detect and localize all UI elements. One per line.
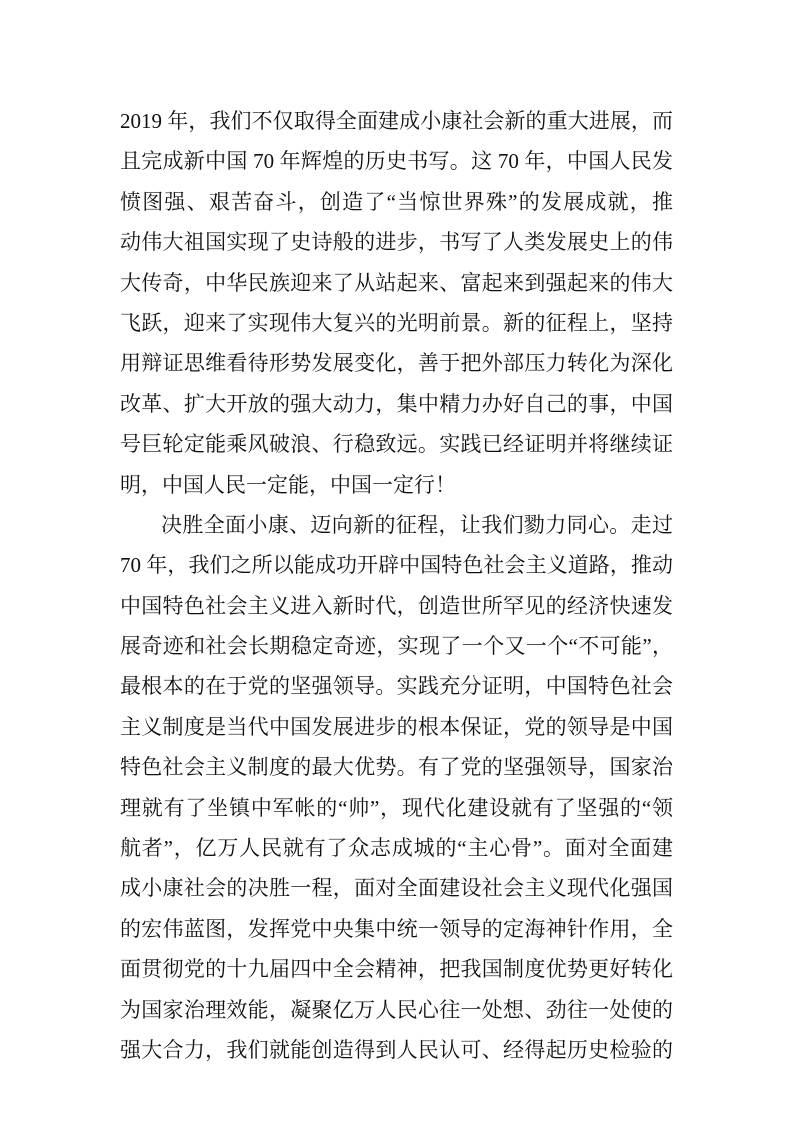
text-line: 号巨轮定能乘风破浪、行稳致远。实践已经证明并将继续证 — [120, 432, 673, 457]
text-line: 面贯彻党的十九届四中全会精神，把我国制度优势更好转化 — [120, 957, 673, 982]
text-line: 理就有了坐镇中军帐的“帅”，现代化建设就有了坚强的“领 — [120, 795, 673, 820]
text-line: 70 年，我们之所以能成功开辟中国特色社会主义道路，推动 — [120, 553, 673, 578]
text-line: 明，中国人民一定能，中国一定行！ — [120, 472, 456, 497]
text-line: 大传奇，中华民族迎来了从站起来、富起来到强起来的伟大 — [120, 270, 673, 295]
text-line: 且完成新中国 70 年辉煌的历史书写。这 70 年，中国人民发 — [120, 149, 673, 174]
text-line: 动伟大祖国实现了史诗般的进步，书写了人类发展史上的伟 — [120, 230, 673, 255]
text-line: 成小康社会的决胜一程，面对全面建设社会主义现代化强国 — [120, 876, 673, 901]
document-page — [120, 101, 673, 1070]
text-line: 的宏伟蓝图，发挥党中央集中统一领导的定海神针作用，全 — [120, 916, 673, 941]
text-line: 展奇迹和社会长期稳定奇迹，实现了一个又一个“不可能”， — [120, 634, 673, 659]
text-line: 愤图强、艰苦奋斗，创造了“当惊世界殊”的发展成就，推 — [120, 189, 673, 214]
text-line: 最根本的在于党的坚强领导。实践充分证明，中国特色社会 — [120, 674, 673, 699]
text-line: 中国特色社会主义进入新时代，创造世所罕见的经济快速发 — [120, 593, 673, 618]
text-line: 改革、扩大开放的强大动力，集中精力办好自己的事，中国 — [120, 391, 673, 416]
text-line: 航者”，亿万人民就有了众志成城的“主心骨”。面对全面建 — [120, 836, 673, 861]
text-line: 决胜全面小康、迈向新的征程，让我们勠力同心。走过 — [161, 512, 673, 537]
text-line: 用辩证思维看待形势发展变化，善于把外部压力转化为深化 — [120, 351, 673, 376]
paragraph-2 — [120, 505, 673, 1070]
paragraph-1 — [120, 101, 673, 505]
text-line: 飞跃，迎来了实现伟大复兴的光明前景。新的征程上，坚持 — [120, 310, 673, 335]
text-line: 为国家治理效能，凝聚亿万人民心往一处想、劲往一处使的 — [120, 997, 673, 1022]
text-line: 特色社会主义制度的最大优势。有了党的坚强领导，国家治 — [120, 755, 673, 780]
text-line: 主义制度是当代中国发展进步的根本保证，党的领导是中国 — [120, 714, 673, 739]
text-line: 2019 年，我们不仅取得全面建成小康社会新的重大进展，而 — [120, 109, 673, 133]
text-line: 强大合力，我们就能创造得到人民认可、经得起历史检验的 — [120, 1037, 673, 1062]
